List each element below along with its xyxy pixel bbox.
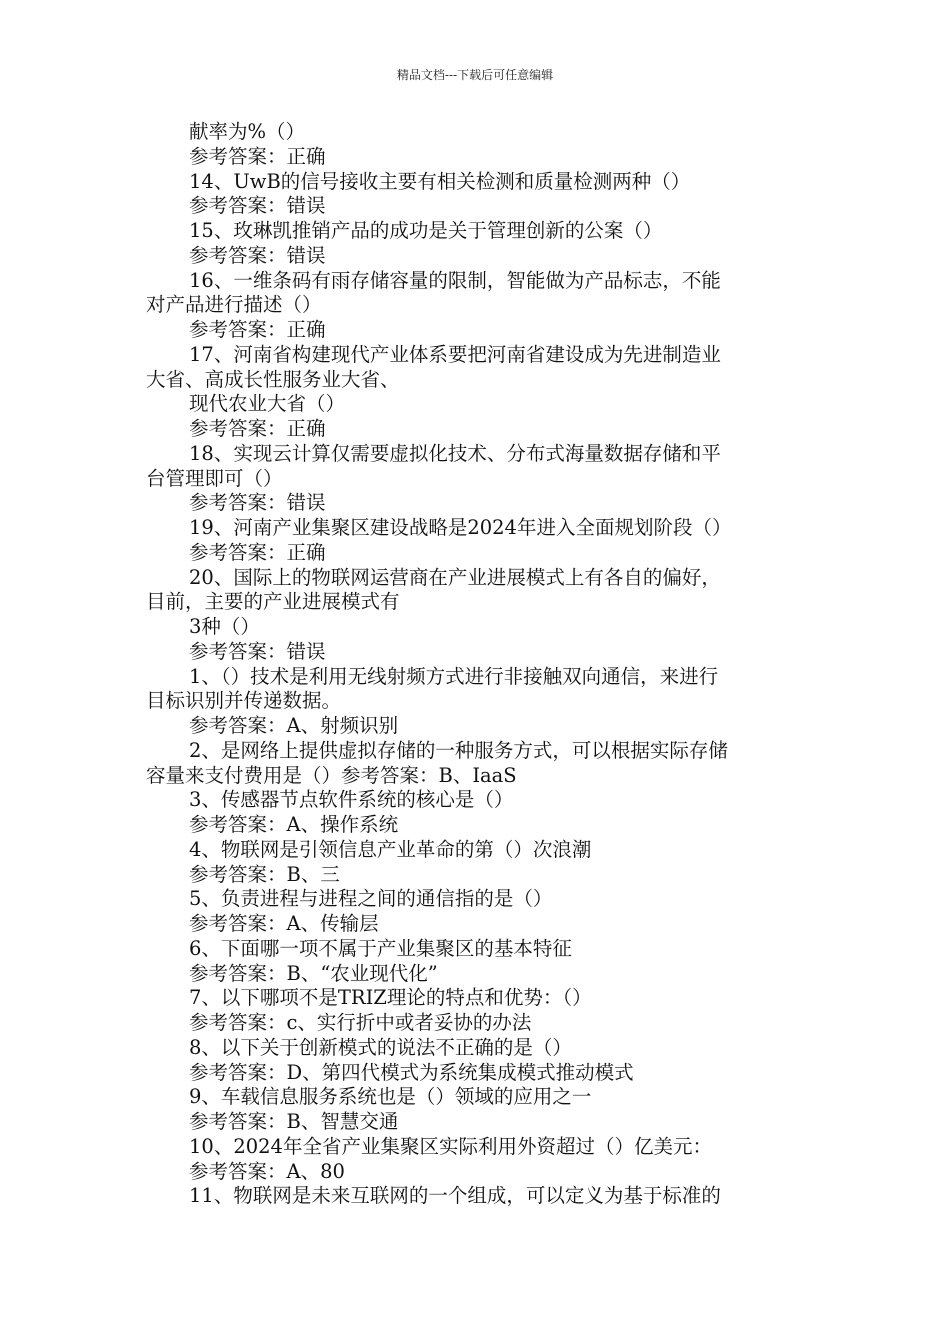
text-line: 参考答案：D、第四代模式为系统集成模式推动模式	[189, 1060, 634, 1084]
text-line: 对产品进行描述（）	[146, 293, 322, 317]
text-line: 大省、高成长性服务业大省、	[146, 367, 400, 391]
text-line: 17、河南省构建现代产业体系要把河南省建设成为先进制造业	[189, 342, 721, 366]
text-line: 参考答案：错误	[189, 639, 326, 663]
text-line: 19、河南产业集聚区建设战略是2024年进入全面规划阶段（）	[189, 516, 732, 539]
text-line: 献率为%（）	[189, 120, 306, 143]
text-line: 6、下面哪一项不属于产业集聚区的基本特征	[189, 936, 572, 960]
document-body	[146, 120, 814, 1209]
text-line: 参考答案：错误	[189, 194, 326, 218]
text-line: 16、一维条码有雨存储容量的限制，智能做为产品标志，不能	[189, 268, 721, 292]
text-line: 参考答案：错误	[189, 243, 326, 267]
text-line: 参考答案：正确	[189, 540, 326, 564]
text-line: 容量来支付费用是（）参考答案：B、IaaS	[146, 763, 517, 787]
text-line: 8、以下关于创新模式的说法不正确的是（）	[189, 1035, 572, 1059]
text-line: 参考答案：正确	[189, 318, 326, 341]
text-line: 15、玫琳凯推销产品的成功是关于管理创新的公案（）	[189, 219, 663, 242]
text-line: 参考答案：正确	[189, 417, 326, 440]
text-line: 5、负责进程与进程之间的通信指的是（）	[189, 887, 553, 911]
text-line: 4、物联网是引领信息产业革命的第（）次浪潮	[189, 837, 592, 861]
text-line: 2、是网络上提供虚拟存储的一种服务方式，可以根据实际存储	[189, 738, 728, 762]
text-line: 参考答案：B、“农业现代化”	[189, 961, 438, 985]
text-line: 参考答案：A、80	[189, 1159, 345, 1183]
text-line: 参考答案：正确	[189, 144, 326, 168]
text-line: 18、实现云计算仅需要虚拟化技术、分布式海量数据存储和平	[189, 441, 721, 465]
text-line: 目前，主要的产业进展模式有	[146, 590, 400, 614]
text-line: 参考答案：错误	[189, 491, 326, 515]
text-line: 3、传感器节点软件系统的核心是（）	[189, 788, 514, 812]
text-line: 10、2024年全省产业集聚区实际利用外资超过（）亿美元：	[189, 1134, 712, 1158]
text-line: 3种（）	[189, 615, 260, 638]
text-line: 1、（）技术是利用无线射频方式进行非接触双向通信，来进行	[189, 664, 719, 688]
page-header: 精品文档---下载后可任意编辑	[396, 68, 554, 82]
text-line: 9、车载信息服务系统也是（）领域的应用之一	[189, 1085, 592, 1109]
text-line: 参考答案：c、实行折中或者妥协的办法	[189, 1011, 532, 1034]
text-line: 7、以下哪项不是TRIZ理论的特点和优势：（）	[189, 986, 592, 1010]
text-line: 现代农业大省（）	[189, 392, 346, 416]
text-line: 参考答案：B、智慧交通	[189, 1110, 399, 1133]
text-line: 参考答案：A、射频识别	[189, 714, 399, 737]
text-line: 参考答案：A、操作系统	[189, 813, 399, 836]
text-line: 台管理即可（）	[146, 466, 283, 490]
text-line: 20、国际上的物联网运营商在产业进展模式上有各自的偏好，	[189, 565, 721, 589]
text-line: 14、UwB的信号接收主要有相关检测和质量检测两种（）	[189, 169, 691, 193]
text-line: 目标识别并传递数据。	[146, 689, 342, 713]
text-line: 11、物联网是未来互联网的一个组成，可以定义为基于标准的	[189, 1184, 721, 1208]
text-line: 参考答案：A、传输层	[189, 912, 379, 935]
text-line: 参考答案：B、三	[189, 862, 340, 886]
